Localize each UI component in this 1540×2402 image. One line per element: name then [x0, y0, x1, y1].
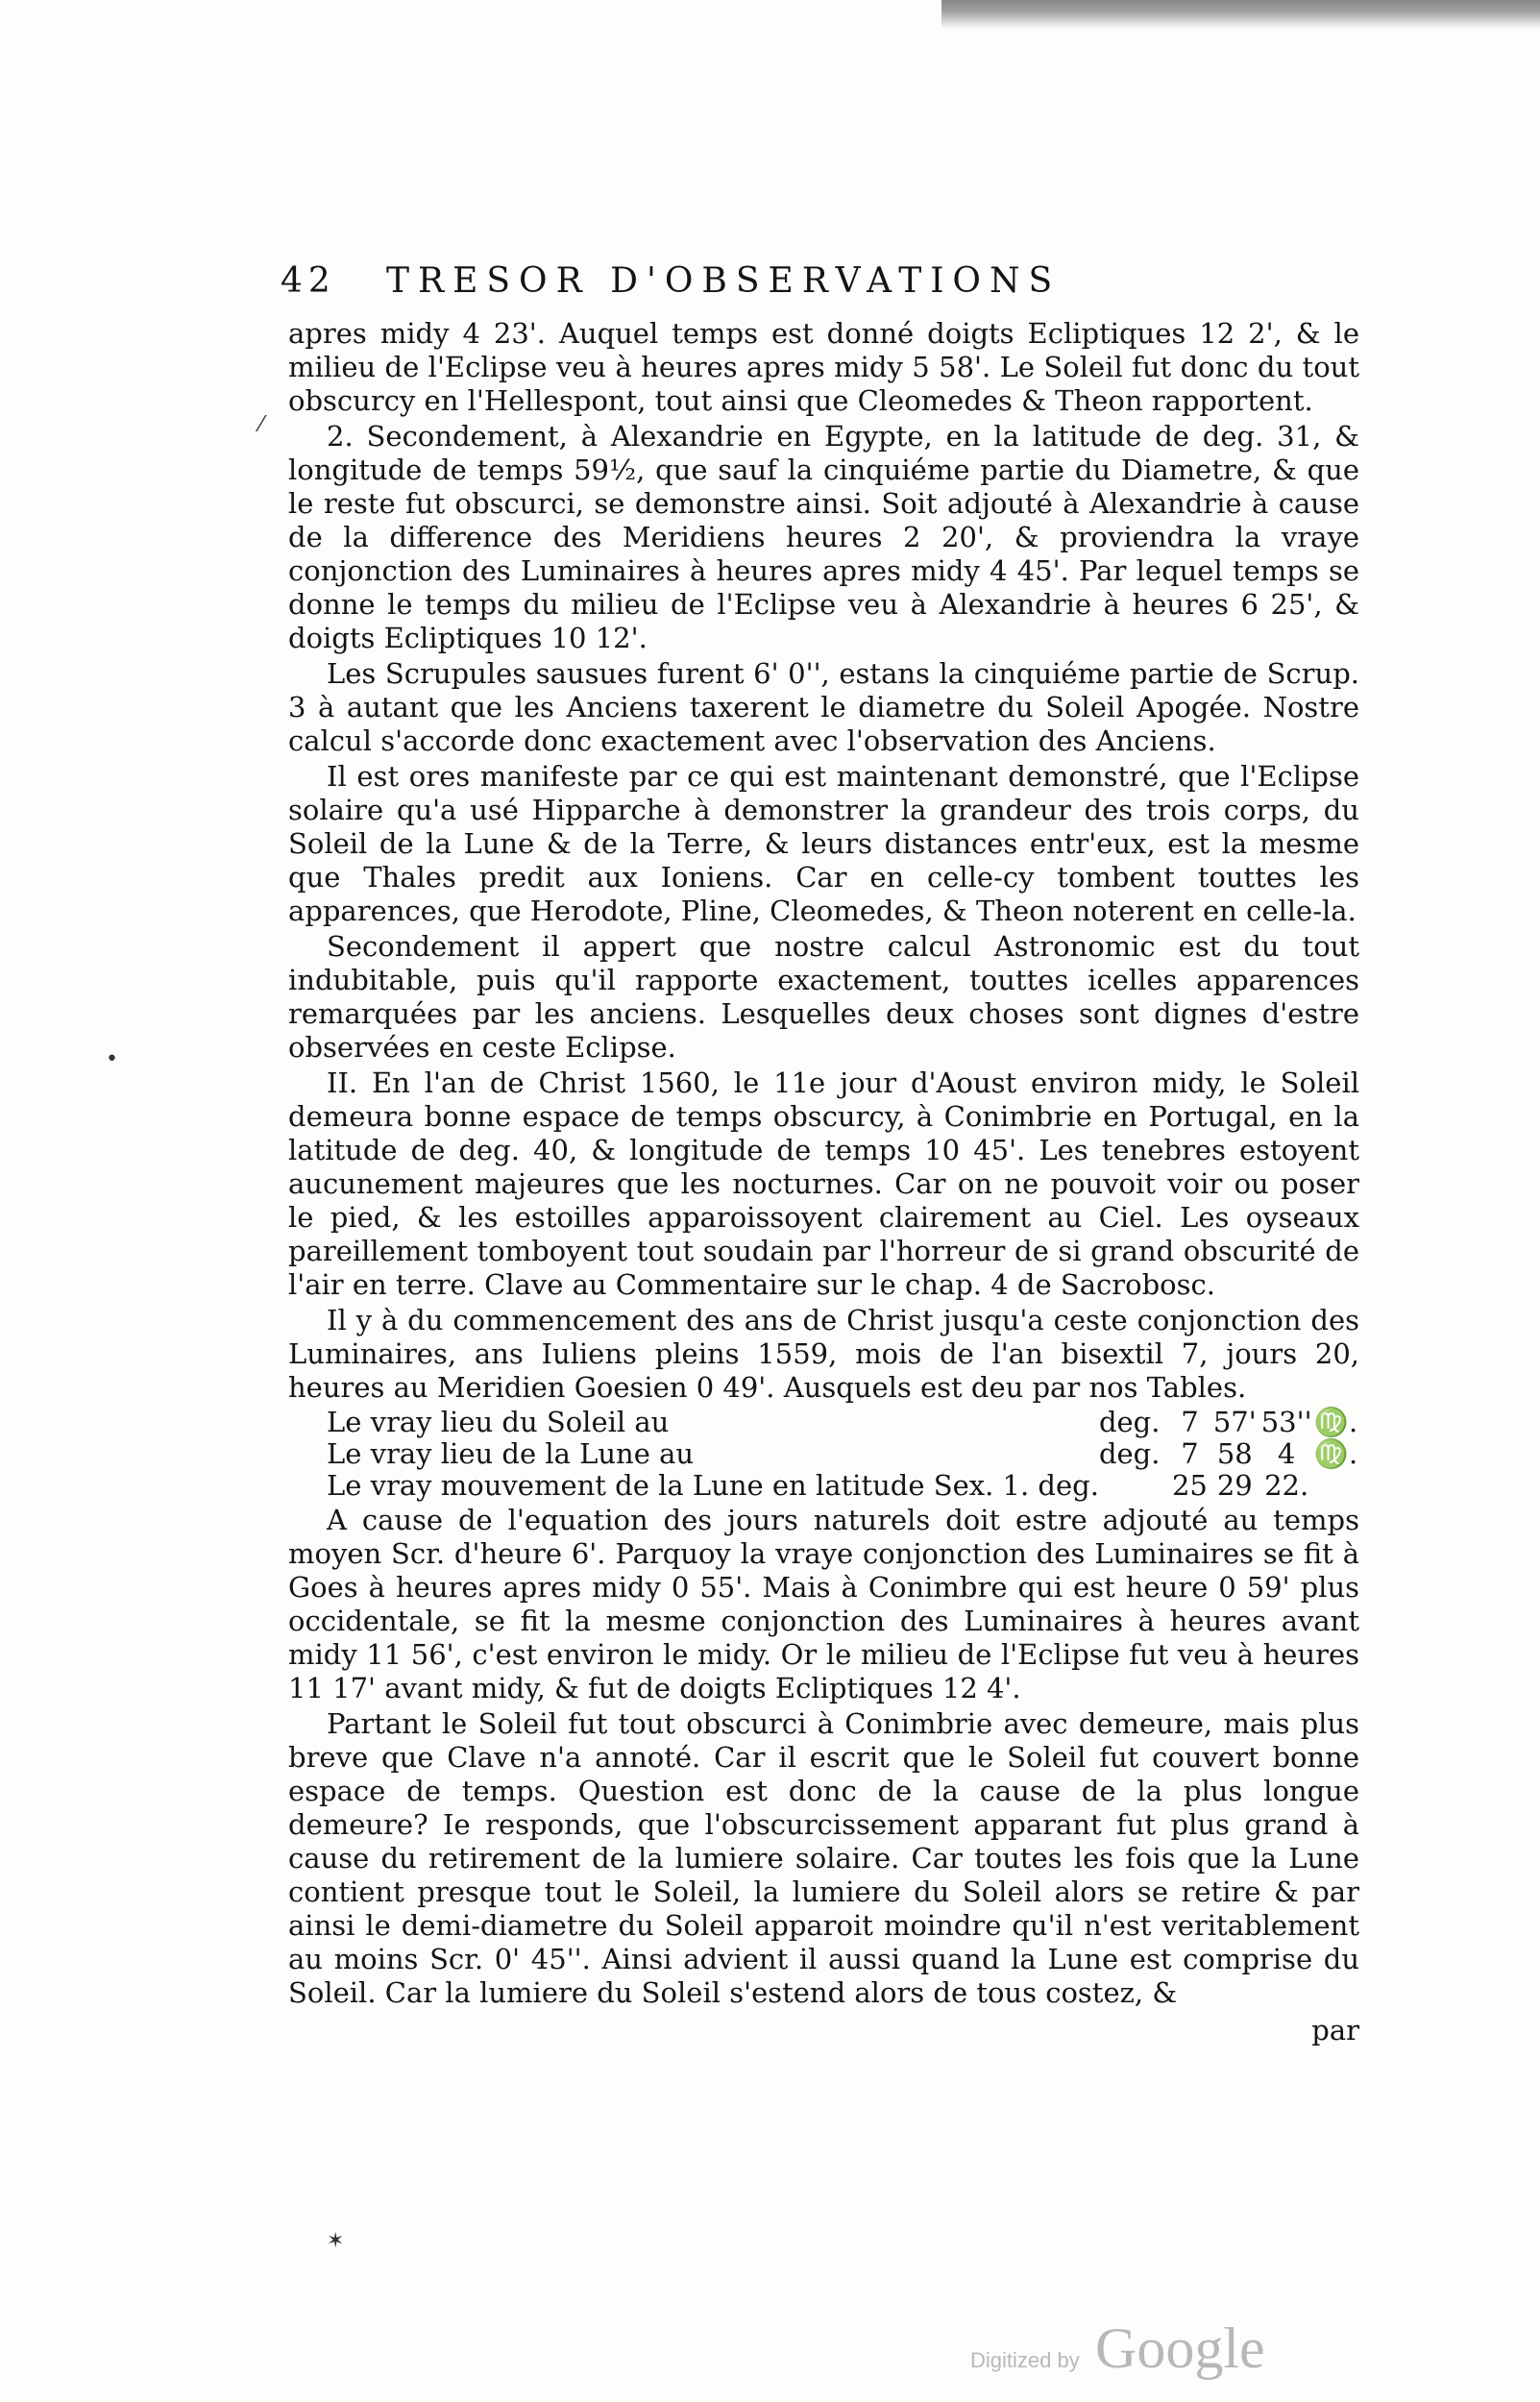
row-label: Le vray lieu du Soleil au: [327, 1406, 670, 1438]
row-value: 4: [1277, 1437, 1296, 1470]
page-number: 42: [281, 261, 336, 301]
row-value: 7: [1181, 1437, 1199, 1470]
row-value: 22.: [1264, 1469, 1309, 1502]
row-label: Le vray lieu de la Lune au: [327, 1437, 695, 1470]
body-text: [288, 317, 1359, 2047]
paragraph: Partant le Soleil fut tout obscurci à Conimbrie avec demeure, mais plus breve que Clave n'a annoté. Car il escrit que le Soleil fut couvert bonne espace de temps. Question est donc de la cause de la plus longue demeure? Ie responds, que l'obscurcissement apparant fut plus grand à cause du retirement de la lumiere solaire. Car toutes les fois que la Lune contient presque tout le Soleil, la lumiere du Soleil alors se retire & par ainsi le demi-diametre du Soleil apparoit moindre qu'il n'est veritablement au moins Scr. 0' 45''. Ainsi advient il aussi quand la Lune est comprise du Soleil. Car la lumiere du Soleil s'estend alors de tous costez, &: [288, 1707, 1359, 2009]
zodiac-sign: [1314, 1470, 1359, 1502]
google-logo: Google: [1095, 2316, 1265, 2380]
row-value: 29: [1216, 1469, 1253, 1502]
row-value: 58: [1216, 1437, 1253, 1470]
row-unit: deg.: [1098, 1406, 1161, 1438]
scan-top-edge: [941, 0, 1540, 29]
paragraph: A cause de l'equation des jours naturels doit estre adjouté au temps moyen Scr. d'heure 6'. Parquoy la vraye conjonction des Luminaires se fit à Goes à heures apres midy 0 55'. Mais à Conimbre qui est heure 0 59' plus occidentale, se fit la mesme conjonction des Luminaires à heures avant midy 11 56', c'est environ le midy. Or le milieu de l'Eclipse fut veu à heures 11 17' avant midy, & fut de doigts Ecliptiques 12 4'.: [288, 1504, 1359, 1704]
paragraph: II. En l'an de Christ 1560, le 11e jour d'Aoust environ midy, le Soleil demeura bonne espace de temps obscurcy, à Conimbrie en Portugal, en la latitude de deg. 40, & longitude de temps 10 45'. Les tenebres estoyent aucunement majeures que les nocturnes. Car on ne pouvoit voir ou poser le pied, & les estoilles apparoissoyent clairement au Ciel. Les oyseaux pareillement tomboyent tout soudain par l'horreur de si grand obscurité de l'air en terre. Clave au Commentaire sur le chap. 4 de Sacrobosc.: [288, 1066, 1359, 1301]
paragraph: Les Scrupules sausues furent 6' 0'', estans la cinquiéme partie de Scrup. 3 à autant que les Anciens taxerent le diametre du Soleil Apogée. Nostre calcul s'accorde donc exactement avec l'observation des Anciens.: [288, 657, 1359, 757]
margin-mark: ⁄: [259, 413, 263, 437]
paragraph: Il est ores manifeste par ce qui est maintenant demonstré, que l'Eclipse solaire qu'a usé Hipparche à demonstrer la grandeur des trois corps, du Soleil de la Lune & de la Terre, & leurs distances entr'eux, est la mesme que Thales predit aux Ioniens. Car en celle-cy tombent touttes les apparences, que Herodote, Pline, Cleomedes, & Theon noterent en celle-la.: [288, 760, 1359, 927]
margin-mark: •: [106, 1047, 118, 1071]
paragraph: Il y à du commencement des ans de Christ jusqu'a ceste conjonction des Luminaires, ans Iuliens pleins 1559, mois de l'an bisextil 7, jours 20, heures au Meridien Goesien 0 49'. Ausquels est deu par nos Tables.: [288, 1304, 1359, 1404]
margin-mark: ✶: [327, 2229, 345, 2253]
row-value: 57': [1212, 1406, 1257, 1438]
running-title: TRESOR D'OBSERVATIONS: [386, 261, 1062, 301]
row-unit: [1099, 1470, 1169, 1502]
digitized-watermark: [970, 2316, 1403, 2383]
ephemeris-table: [288, 1407, 1359, 1502]
paragraph: apres midy 4 23'. Auquel temps est donné doigts Ecliptiques 12 2', & le milieu de l'Eclipse veu à heures apres midy 5 58'. Le Soleil fut donc du tout obscurcy en l'Hellespont, tout ainsi que Cleomedes & Theon rapportent.: [288, 317, 1359, 417]
table-row: [288, 1407, 1359, 1438]
paragraph: Secondement il appert que nostre calcul Astronomic est du tout indubitable, puis qu'il rapporte exactement, touttes icelles apparences remarquées par les anciens. Lesquelles deux choses sont dignes d'estre observées en ceste Eclipse.: [288, 930, 1359, 1064]
watermark-prefix: Digitized by: [970, 2348, 1080, 2372]
page-header: [281, 261, 1222, 307]
zodiac-sign: ♍.: [1313, 1406, 1358, 1438]
zodiac-sign: ♍.: [1313, 1437, 1358, 1470]
catchword: par: [1311, 2014, 1359, 2047]
table-row: [288, 1438, 1359, 1470]
row-label: Le vray mouvement de la Lune en latitude Sex. 1. deg.: [327, 1469, 1099, 1502]
paragraph: 2. Secondement, à Alexandrie en Egypte, en la latitude de deg. 31, & longitude de temps 59½, que sauf la cinquiéme partie du Diametre, & que le reste fut obscurci, se demonstre ainsi. Soit adjouté à Alexandrie à cause de la difference des Meridiens heures 2 20', & proviendra la vraye conjonction des Luminaires à heures apres midy 4 45'. Par lequel temps se donne le temps du milieu de l'Eclipse veu à Alexandrie à heures 6 25', & doigts Ecliptiques 10 12'.: [288, 420, 1359, 654]
row-value: 53'': [1260, 1406, 1312, 1438]
table-row: [288, 1470, 1359, 1502]
row-value: 7: [1181, 1406, 1199, 1438]
row-unit: deg.: [1098, 1437, 1161, 1470]
row-value: 25: [1171, 1469, 1208, 1502]
